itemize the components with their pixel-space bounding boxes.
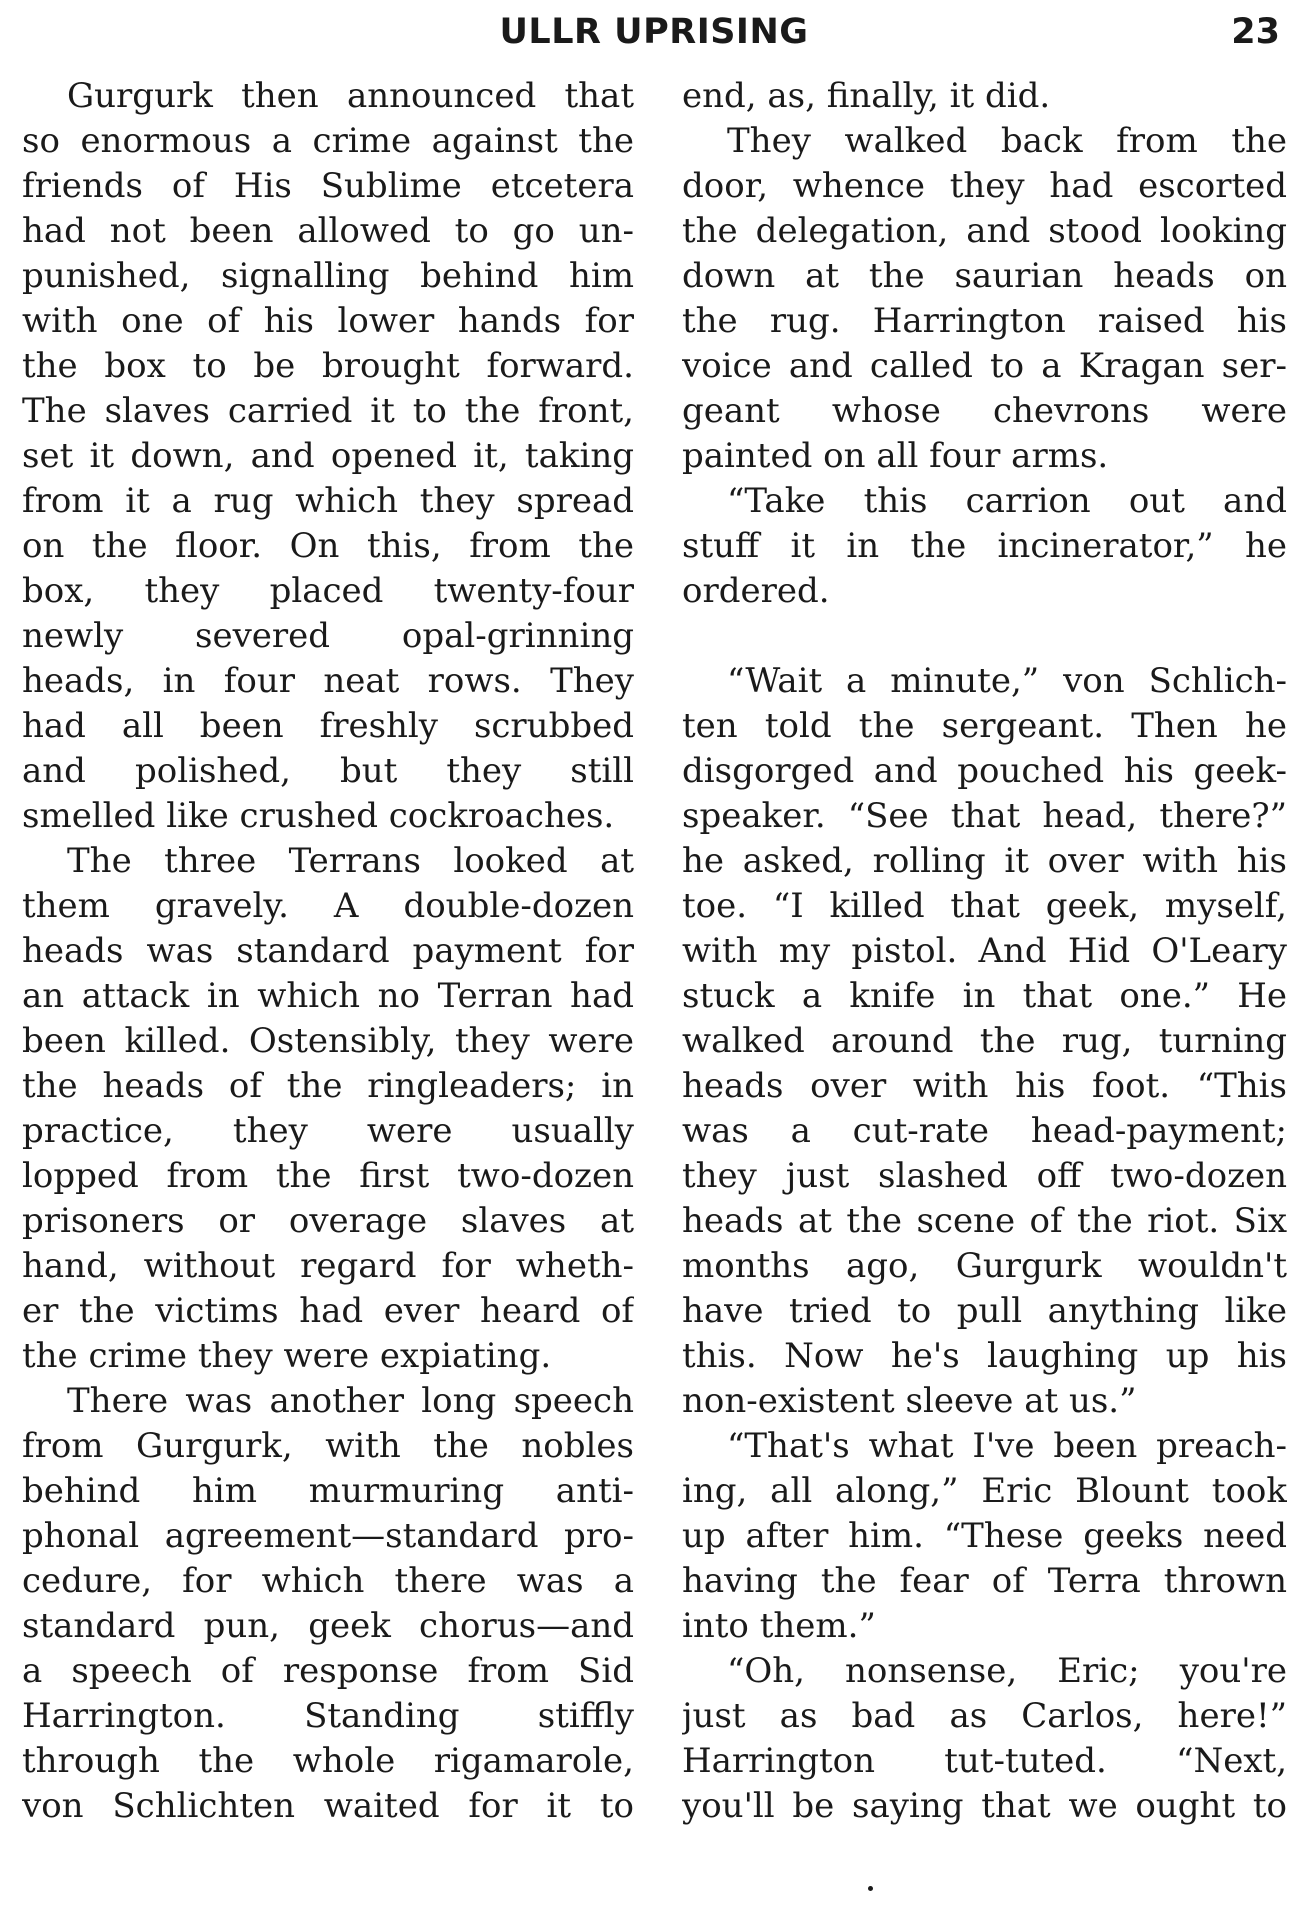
text-line: heads over with his foot. “This	[682, 1066, 1287, 1106]
text-line: prisoners or overage slaves at	[22, 1201, 634, 1241]
print-speck	[868, 1886, 873, 1891]
text-line: geant whose chevrons were	[682, 391, 1287, 431]
right-column	[682, 74, 1287, 1829]
text-line: on the floor. On this, from the	[22, 526, 634, 566]
text-line: von Schlichten waited for it to	[22, 1786, 634, 1826]
text-line: Harrington tut-tuted. “Next,	[682, 1741, 1287, 1781]
paragraph	[682, 119, 1287, 479]
text-line: ten told the sergeant. Then he	[682, 706, 1287, 746]
text-line: an attack in which no Terran had	[22, 976, 634, 1016]
text-line: up after him. “These geeks need	[682, 1516, 1287, 1556]
text-line: hand, without regard for wheth-	[22, 1246, 634, 1286]
text-line: smelled like crushed cockroaches.	[22, 796, 615, 836]
text-line: had not been allowed to go un-	[22, 211, 634, 251]
page-number: 23	[1231, 12, 1280, 52]
text-line: them gravely. A double-dozen	[22, 886, 634, 926]
text-line: they just slashed off two-dozen	[682, 1156, 1287, 1196]
text-line: “Wait a minute,” von Schlich-	[727, 661, 1287, 701]
text-line: this. Now he's laughing up his	[682, 1336, 1287, 1376]
paragraph	[682, 1649, 1287, 1829]
text-line: They walked back from the	[727, 121, 1287, 161]
text-line: er the victims had ever heard of	[22, 1291, 634, 1331]
text-line: months ago, Gurgurk wouldn't	[682, 1246, 1287, 1286]
text-line: was a cut-rate head-payment;	[682, 1111, 1287, 1151]
text-line: with my pistol. And Hid O'Leary	[682, 931, 1287, 971]
paragraph	[22, 839, 634, 1379]
text-line: ing, all along,” Eric Blount took	[682, 1471, 1287, 1511]
text-line: non-existent sleeve at us.”	[682, 1381, 1137, 1421]
text-line: door, whence they had escorted	[682, 166, 1287, 206]
text-line: speaker. “See that head, there?”	[682, 796, 1287, 836]
text-line: from Gurgurk, with the nobles	[22, 1426, 634, 1466]
text-line: so enormous a crime against the	[22, 121, 634, 161]
paragraph	[22, 1379, 634, 1829]
text-line: Harrington. Standing stiffly	[22, 1696, 634, 1736]
text-line: phonal agreement—standard pro-	[22, 1516, 634, 1556]
text-line: voice and called to a Kragan ser-	[682, 346, 1287, 386]
left-column	[22, 74, 634, 1829]
text-line: have tried to pull anything like	[682, 1291, 1287, 1331]
text-line: stuck a knife in that one.” He	[682, 976, 1287, 1016]
text-line: the delegation, and stood looking	[682, 211, 1287, 251]
text-line: had all been freshly scrubbed	[22, 706, 634, 746]
text-line: heads was standard payment for	[22, 931, 634, 971]
text-line: “Oh, nonsense, Eric; you're	[727, 1651, 1287, 1691]
running-title: ULLR UPRISING	[499, 12, 809, 52]
text-line: with one of his lower hands for	[22, 301, 634, 341]
text-line: you'll be saying that we ought to	[682, 1786, 1287, 1826]
text-line: been killed. Ostensibly, they were	[22, 1021, 634, 1061]
text-line: the rug. Harrington raised his	[682, 301, 1287, 341]
text-line: stuff it in the incinerator,” he	[682, 526, 1287, 566]
text-line: toe. “I killed that geek, myself,	[682, 886, 1287, 926]
text-line: he asked, rolling it over with his	[682, 841, 1287, 881]
text-line: heads at the scene of the riot. Six	[682, 1201, 1287, 1241]
text-line: the crime they were expiating.	[22, 1336, 552, 1376]
text-line: into them.”	[682, 1606, 876, 1646]
text-line: The slaves carried it to the front,	[22, 391, 634, 431]
paragraph	[682, 479, 1287, 614]
text-line: disgorged and pouched his geek-	[682, 751, 1287, 791]
text-line: from it a rug which they spread	[22, 481, 634, 521]
text-line: Gurgurk then announced that	[67, 76, 634, 116]
text-line: heads, in four neat rows. They	[22, 661, 634, 701]
text-line: walked around the rug, turning	[682, 1021, 1287, 1061]
text-line: down at the saurian heads on	[682, 256, 1287, 296]
text-line: practice, they were usually	[22, 1111, 634, 1151]
text-line: the heads of the ringleaders; in	[22, 1066, 634, 1106]
text-line: through the whole rigamarole,	[22, 1741, 634, 1781]
text-line: punished, signalling behind him	[22, 256, 634, 296]
running-header	[0, 12, 1308, 62]
text-line: painted on all four arms.	[682, 436, 1109, 476]
paragraph	[682, 1424, 1287, 1649]
text-line: The three Terrans looked at	[67, 841, 634, 881]
text-line: “Take this carrion out and	[727, 481, 1287, 521]
section-break	[682, 614, 1287, 659]
text-line: There was another long speech	[67, 1381, 634, 1421]
text-line: having the fear of Terra thrown	[682, 1561, 1287, 1601]
text-line: just as bad as Carlos, here!”	[682, 1696, 1287, 1736]
text-line: ordered.	[682, 571, 830, 611]
text-line: set it down, and opened it, taking	[22, 436, 634, 476]
text-line: cedure, for which there was a	[22, 1561, 634, 1601]
text-line: a speech of response from Sid	[22, 1651, 634, 1691]
text-line: the box to be brought forward.	[22, 346, 634, 386]
text-line: friends of His Sublime etcetera	[22, 166, 634, 206]
text-line: box, they placed twenty-four	[22, 571, 634, 611]
text-line: and polished, but they still	[22, 751, 634, 791]
paragraph	[22, 74, 634, 839]
paragraph	[682, 74, 1287, 119]
text-line: end, as, finally, it did.	[682, 76, 1051, 116]
text-line: behind him murmuring anti-	[22, 1471, 634, 1511]
paragraph	[682, 659, 1287, 1424]
text-line: “That's what I've been preach-	[727, 1426, 1287, 1466]
text-line: lopped from the first two-dozen	[22, 1156, 634, 1196]
text-line: newly severed opal-grinning	[22, 616, 634, 656]
text-line: standard pun, geek chorus—and	[22, 1606, 634, 1646]
